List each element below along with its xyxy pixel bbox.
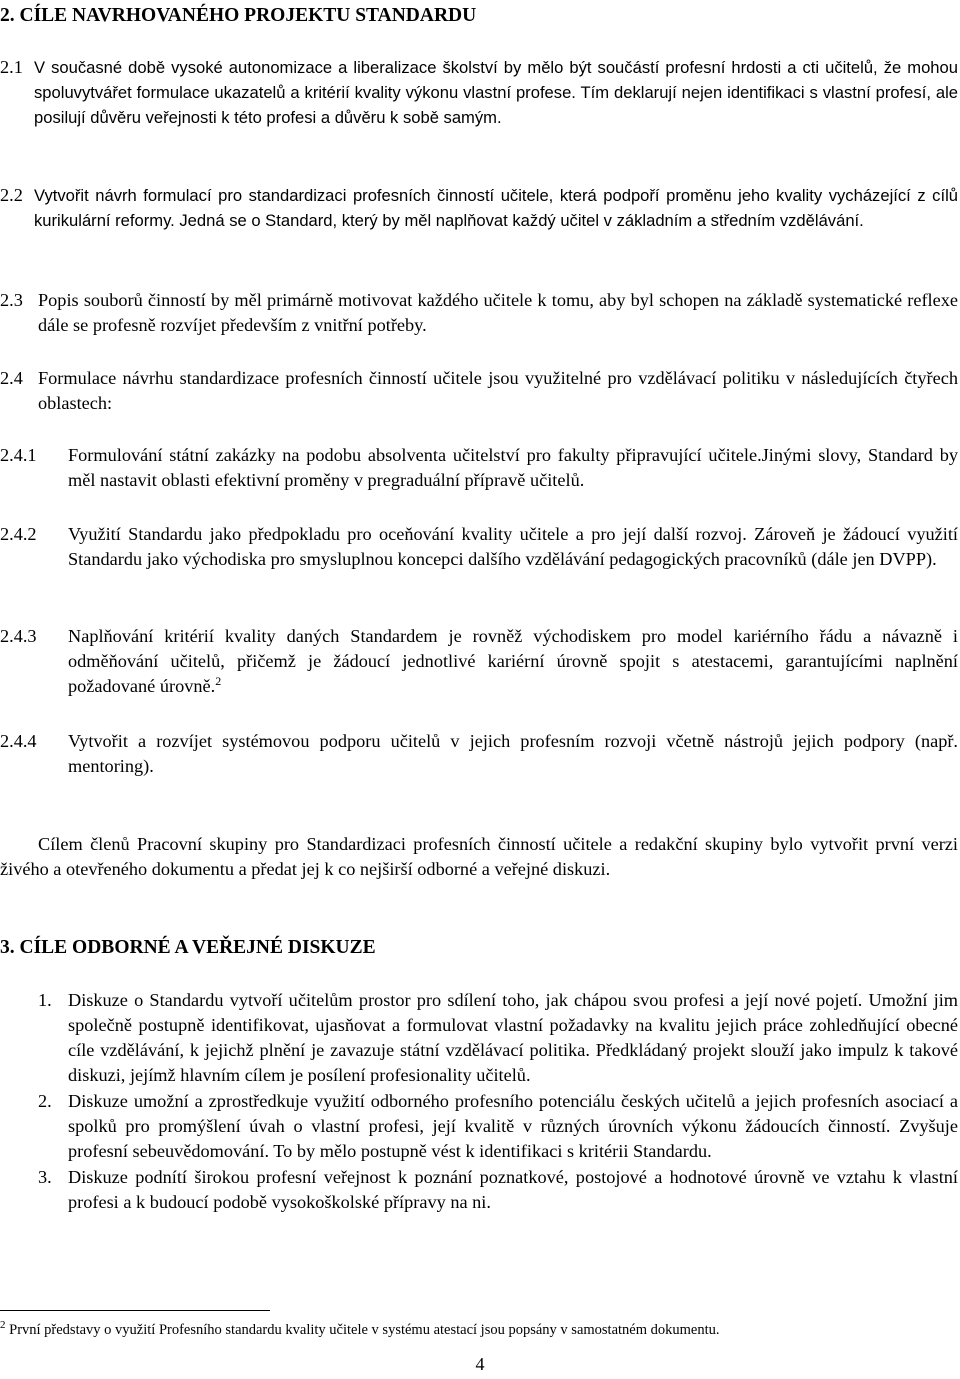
footnote-separator — [0, 1310, 270, 1311]
paragraph-text: Vytvořit a rozvíjet systémovou podporu učitelů v jejich profesním rozvoji včetně nástrojů jejich podpory (např. mentoring). — [68, 731, 958, 776]
paragraph-text: Vytvořit návrh formulací pro standardizaci profesních činností učitele, která podpoří proměnu jeho kvality vycházející z cílů kurikulární reformy. Jedná se o Standard, který by měl naplňovat každý učitel v základním a středním vzdělávání. — [34, 186, 958, 230]
footnote-number: 2 — [0, 1319, 6, 1332]
list-item-number: 2. — [38, 1091, 52, 1111]
paragraph-number: 2.2 — [0, 185, 23, 205]
list-item — [38, 988, 958, 1088]
list-item — [38, 1165, 958, 1215]
paragraph-2-4-3 — [0, 624, 958, 699]
paragraph-text — [68, 624, 958, 699]
section-3-heading: 3. CÍLE ODBORNÉ A VEŘEJNÉ DISKUZE — [0, 937, 376, 958]
paragraph-2-2 — [0, 183, 958, 233]
footnote-text: První představy o využití Profesního standardu kvality učitele v systému atestací jsou popsány v samostatném dokumentu. — [9, 1322, 720, 1338]
list-item-text: Diskuze o Standardu vytvoří učitelům prostor pro sdílení toho, jak chápou svou profesi a její nové pojetí. Umožní jim společně postupně identifikovat, ujasňovat a formulovat vlastní požadavky na kvalitu jejich práce zohledňující obecné cíle vzdělávání, k jejichž plnění je zavazuje státní vzdělávací politika. Předkládaný projekt slouží jako impulz k takové diskuzi, jejímž hlavním cílem je posílení profesionality učitelů. — [68, 990, 958, 1085]
footnote-reference[interactable]: 2 — [215, 673, 222, 688]
list-item-number: 3. — [38, 1167, 52, 1187]
paragraph-number: 2.4.2 — [0, 524, 37, 544]
paragraph-number: 2.4 — [0, 368, 23, 388]
paragraph-2-4-4 — [0, 729, 958, 779]
paragraph-2-4-1 — [0, 443, 958, 493]
list-item-text: Diskuze podnítí širokou profesní veřejnost k poznání poznatkové, postojové a hodnotové úrovně ve vztahu k vlastní profesi a k budoucí podobě vysokoškolské přípravy na ni. — [68, 1167, 958, 1212]
paragraph-2-1 — [0, 55, 958, 130]
paragraph-number: 2.3 — [0, 290, 23, 310]
footnote — [0, 1320, 960, 1340]
paragraph-text: V současné době vysoké autonomizace a liberalizace školství by mělo být součástí profesní hrdosti a cti učitelů, že mohou spoluvytvářet formulace ukazatelů a kritérií kvality výkonu vlastní profese. Tím deklarují nejen identifikaci s vlastní profesí, ale posilují důvěru veřejnosti k této profesi a důvěru k sobě samým. — [34, 58, 958, 127]
paragraph-number: 2.1 — [0, 57, 23, 77]
list-item-number: 1. — [38, 990, 52, 1010]
paragraph-text: Formulace návrhu standardizace profesních činností učitele jsou využitelné pro vzdělávací politiku v následujících čtyřech oblastech: — [38, 368, 958, 413]
paragraph-number: 2.4.3 — [0, 626, 37, 646]
paragraph-2-4-2 — [0, 522, 958, 572]
list-item — [38, 1089, 958, 1164]
paragraph-number: 2.4.4 — [0, 731, 37, 751]
paragraph-number: 2.4.1 — [0, 445, 37, 465]
paragraph-2-3 — [0, 288, 958, 338]
paragraph-text: Formulování státní zakázky na podobu absolventa učitelství pro fakulty připravující učitele.Jinými slovy, Standard by měl nastavit oblasti efektivní proměny v pregraduální přípravě učitelů. — [68, 445, 958, 490]
list-item-text: Diskuze umožní a zprostředkuje využití odborného profesního potenciálu českých učitelů a jejich profesních asociací a spolků pro promýšlení úvah o vlastní profesi, její kvalitě v různých úrovních výkonu žádoucích činností. Zvyšuje profesní sebeuvědomování. To by mělo postupně vést k identifikaci s kritérii Standardu. — [68, 1091, 958, 1161]
section-2-heading: 2. CÍLE NAVRHOVANÉHO PROJEKTU STANDARDU — [0, 5, 477, 26]
page-number: 4 — [475, 1354, 485, 1374]
closing-paragraph: Cílem členů Pracovní skupiny pro Standardizaci profesních činností učitele a redakční skupiny bylo vytvořit první verzi živého a otevřeného dokumentu a předat jej k co nejširší odborné a veřejné diskuzi. — [0, 834, 958, 879]
paragraph-2-4 — [0, 366, 958, 416]
paragraph-text: Popis souborů činností by měl primárně motivovat každého učitele k tomu, aby byl schopen na základě systematické reflexe dále se profesně rozvíjet především z vnitřní potřeby. — [38, 290, 958, 335]
discussion-goals-list — [38, 988, 958, 1215]
paragraph-body: Naplňování kritérií kvality daných Standardem je rovněž východiskem pro model kariérního řádu a návazně i odměňování učitelů, přičemž je žádoucí jednotlivé kariérní úrovně spojit s atestacemi, garantujícími naplnění požadované úrovně. — [68, 626, 958, 696]
paragraph-text: Využití Standardu jako předpokladu pro oceňování kvality učitele a pro její další rozvoj. Zároveň je žádoucí využití Standardu jako východiska pro smysluplnou koncepci dalšího vzdělávání pedagogických pracovníků (dále jen DVPP). — [68, 524, 958, 569]
